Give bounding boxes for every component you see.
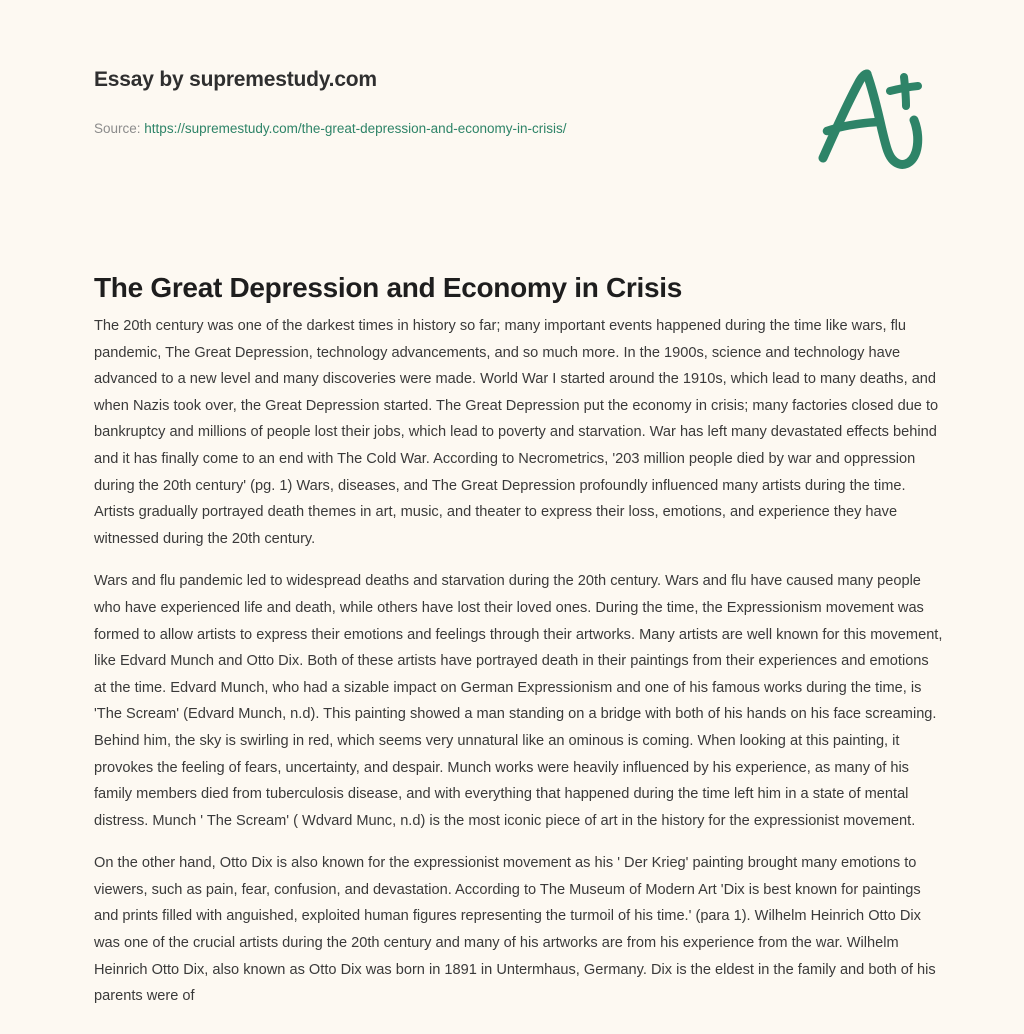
- paragraph: The 20th century was one of the darkest times in history so far; many important events happened during the time like wars, flu pandemic, The Great Depression, technology advancements, and so much more. In the 1900s, science and technology have advanced to a new level and many discoveries were made. World War I started around the 1910s, which lead to many deaths, and when Nazis took over, the Great Depression started. The Great Depression put the economy in crisis; many factories closed due to bankruptcy and millions of people lost their jobs, which lead to poverty and starvation. War has left many devastated effects behind and it has finally come to an end with The Cold War. According to Necrometrics, '203 million people died by war and oppression during the 20th century' (pg. 1) Wars, diseases, and The Great Depression profoundly influenced many artists during the time. Artists gradually portrayed death themes in art, music, and theater to express their loss, emotions, and experience they have witnessed during the 20th century.: [94, 318, 939, 547]
- a-plus-logo-icon: [806, 60, 936, 172]
- source-line: [94, 122, 566, 136]
- page-title: The Great Depression and Economy in Crisis: [94, 271, 683, 303]
- paragraph: Wars and flu pandemic led to widespread deaths and starvation during the 20th century. Wars and flu have caused many people who have experienced life and death, while others have lost their loved ones. During the time, the Expressionism movement was formed to allow artists to express their emotions and feelings through their artworks. Many artists are well known for this movement, like Edvard Munch and Otto Dix. Both of these artists have portrayed death in their paintings from their experiences and emotions at the time. Edvard Munch, who had a sizable impact on German Expressionism and one of his famous works during the time, is 'The Scream' (Edvard Munch, n.d). This painting showed a man standing on a bridge with both of his hands on his face screaming. Behind him, the sky is swirling in red, which seems very unnatural like an ominous is coming. When looking at this painting, it provokes the feeling of fears, uncertainty, and despair. Munch works were heavily influenced by his experience, as many of his family members died from tuberculosis disease, and with everything that happened during the time left him in a state of mental distress. Munch ' The Scream' ( Wdvard Munc, n.d) is the most iconic piece of art in the history for the expressionist movement.: [94, 573, 943, 829]
- a-plus-logo: [806, 60, 936, 172]
- brand-title: Essay by supremestudy.com: [94, 68, 377, 91]
- source-label: Source:: [94, 121, 141, 136]
- document-header: [0, 0, 1024, 200]
- source-url-link[interactable]: https://supremestudy.com/the-great-depression-and-economy-in-crisis/: [144, 121, 567, 136]
- paragraph: On the other hand, Otto Dix is also known for the expressionist movement as his ' Der Krieg' painting brought many emotions to viewers, such as pain, fear, confusion, and devastation. According to The Museum of Modern Art 'Dix is best known for paintings and prints filled with anguished, exploited human figures representing the turmoil of his time.' (para 1). Wilhelm Heinrich Otto Dix was one of the crucial artists during the 20th century and many of his artworks are from his experience from the war. Wilhelm Heinrich Otto Dix, also known as Otto Dix was born in 1891 in Untermhaus, Germany. Dix is the eldest in the family and both of his parents were of: [94, 855, 936, 1005]
- article-body: [94, 313, 944, 1010]
